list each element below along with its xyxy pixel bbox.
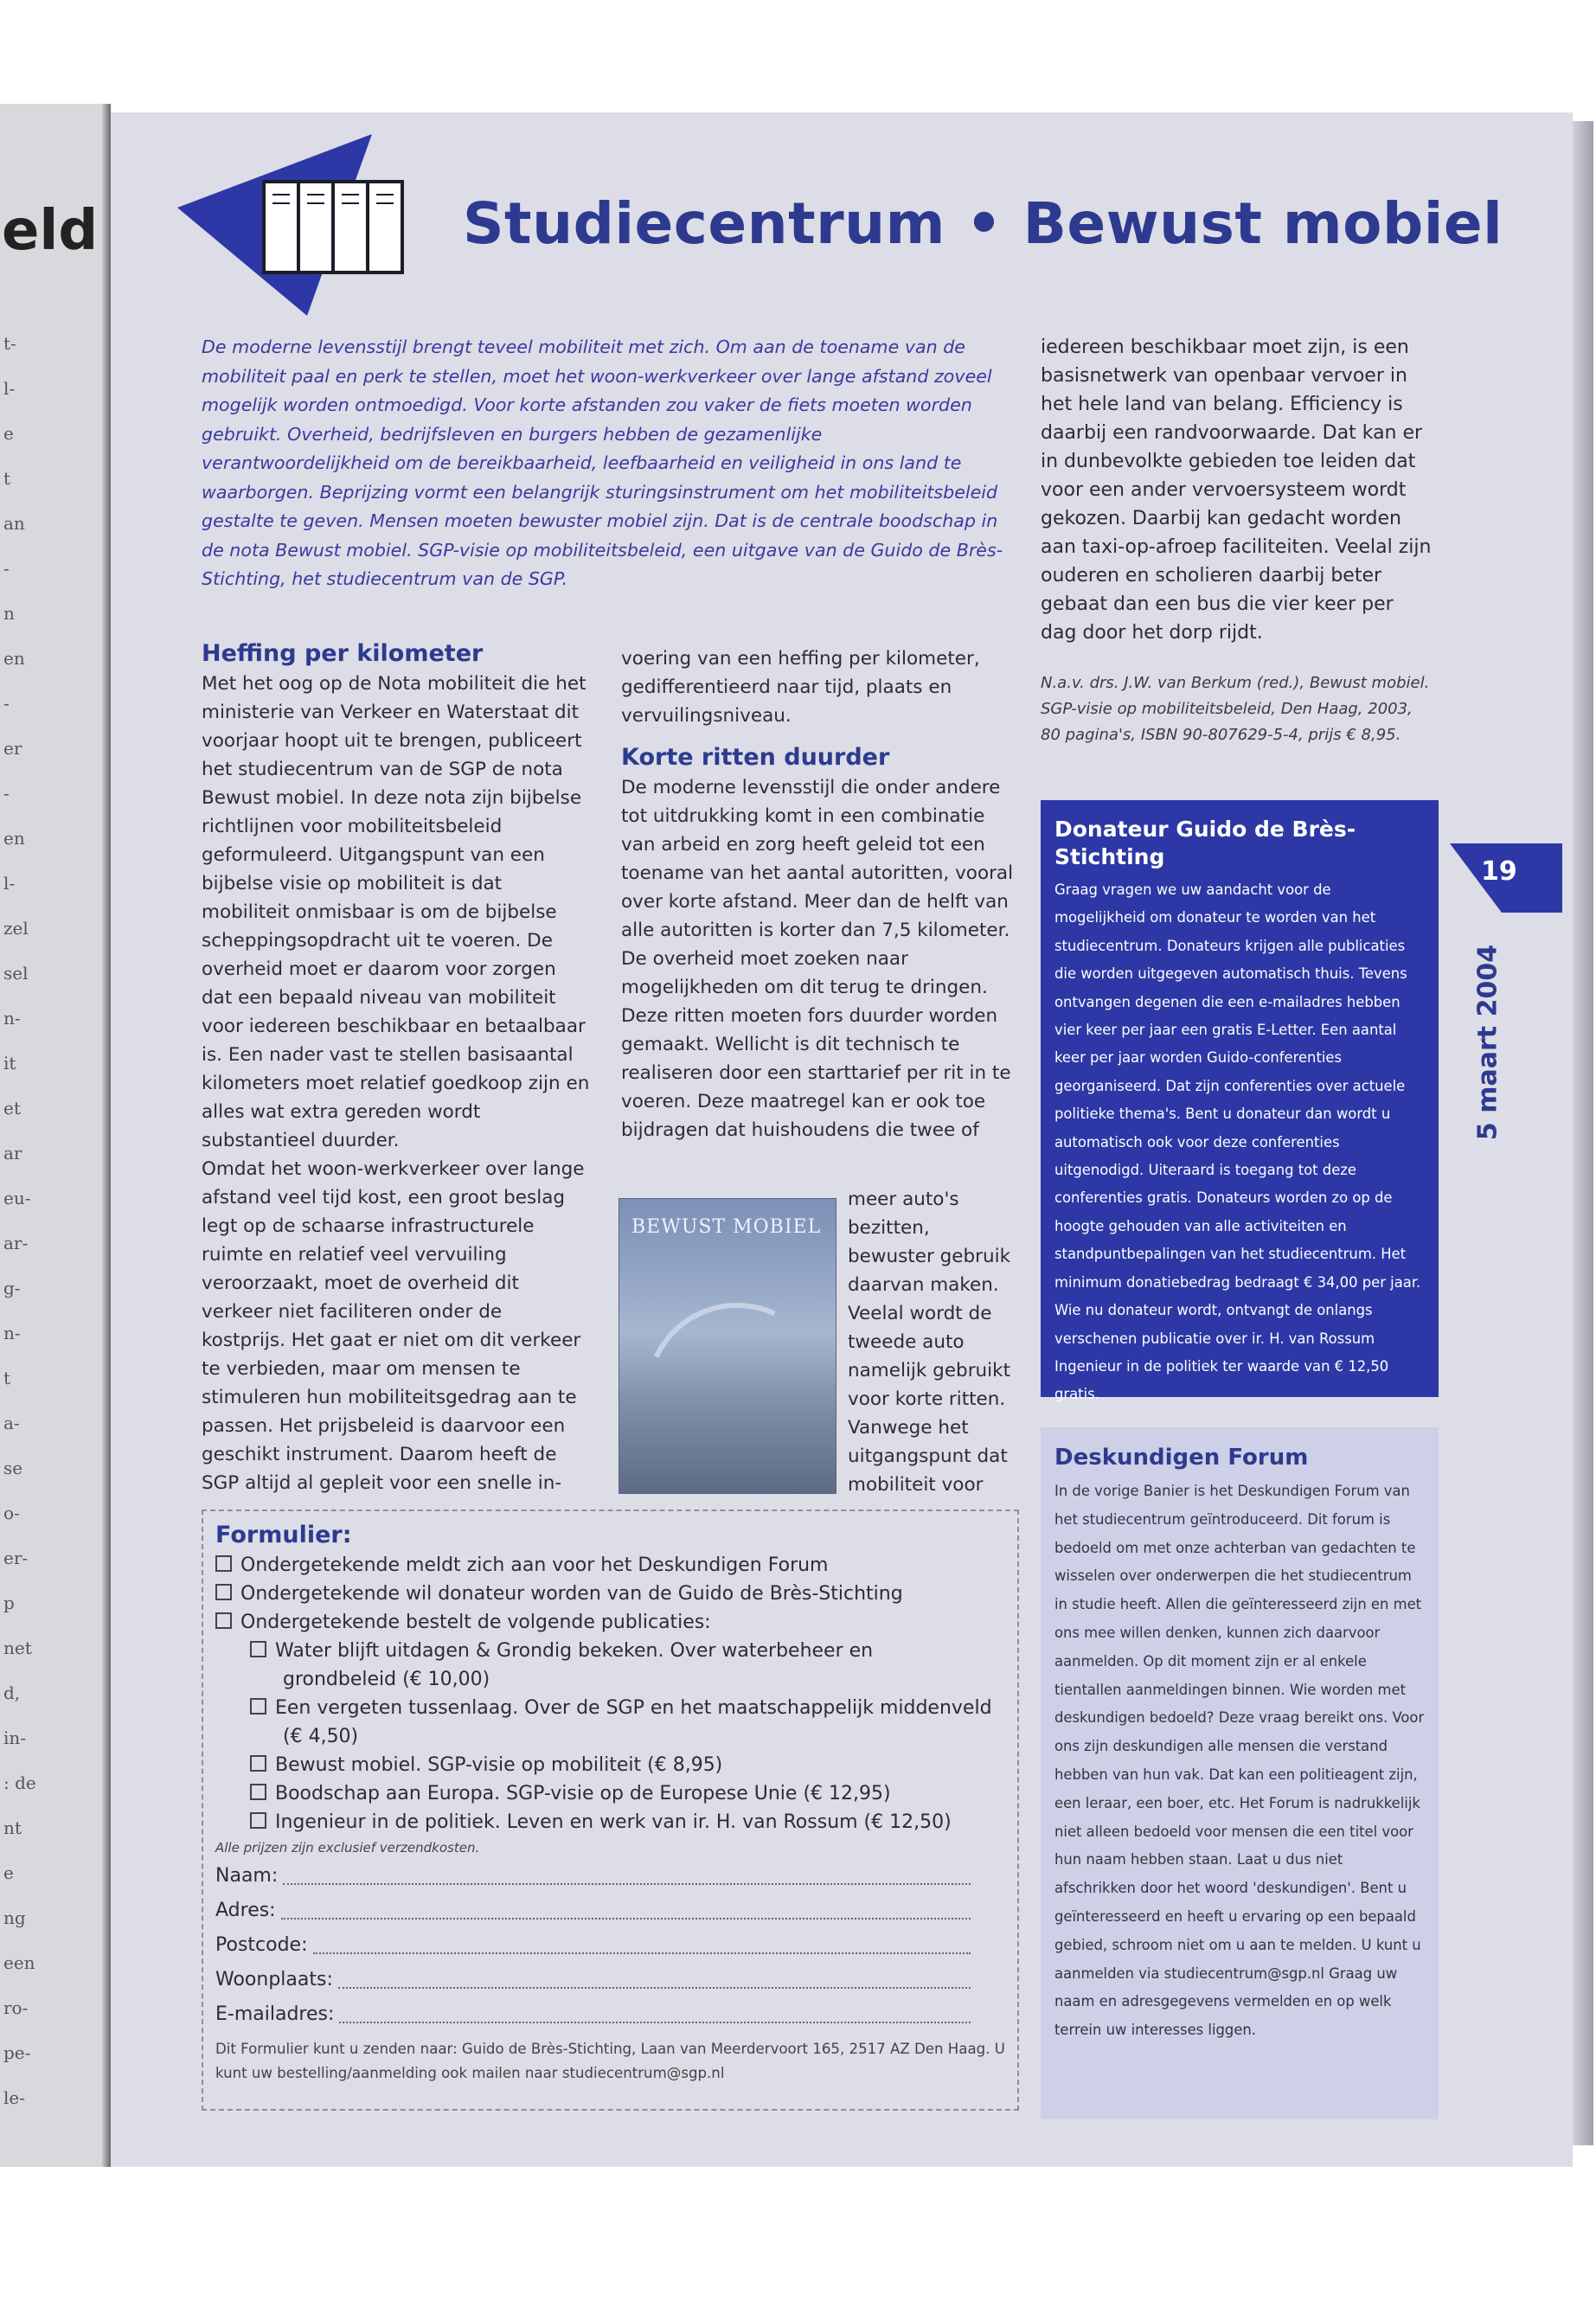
section-heading-korte-ritten: Korte ritten duurder xyxy=(621,744,890,771)
checkbox[interactable] xyxy=(250,1784,266,1800)
left-fragment: t- xyxy=(3,333,16,354)
left-fragment: n- xyxy=(3,1323,21,1343)
form-option[interactable]: Ondergetekende meldt zich aan voor het Deskundigen Forum xyxy=(215,1551,1005,1580)
page-title: Studiecentrum • Bewust mobiel xyxy=(463,190,1503,257)
section-heading-heffing: Heffing per kilometer xyxy=(202,640,484,667)
section-text-korte-ritten: De moderne levensstijl die onder andere tot uitdrukking komt in een combinatie van arbeid en zorg heeft geleid tot een toename van het aantal autoritten, vooral over korte afstand. Meer dan de helft van alle autoritten is korter dan 7,5 kilometer. De overheid moet zoeken naar mogelijkheden om dit terug te dringen. Deze ritten moeten fors duurder worden gemaakt. Wellicht is dit technisch te realiseren door een starttarief per rit in te voeren. Deze maatregel kan er ook toe bijdragen dat huishoudens die twee of xyxy=(621,777,1014,1141)
intro-paragraph: De moderne levensstijl brengt teveel mobiliteit met zich. Om aan de toename van de mobiliteit paal en perk te stellen, moet het woon-werkverkeer over lange afstand zoveel mogelijk worden ontmoedigd. Voor korte afstanden zou vaker de fiets moeten worden gebruikt. Overheid, bedrijfsleven en burgers hebben de gezamenlijke verantwoordelijkheid om de bereikbaarheid, leefbaarheid en veiligheid in ons land te waarborgen. Beprijzing vormt een belangrijk sturingsinstrument om het mobiliteitsbeleid gestalte te geven. Mensen moeten bewuster mobiel zijn. Dat is de centrale boodschap in de nota Bewust mobiel. SGP-visie op mobiliteitsbeleid, een uitgave van de Guido de Brès-Stichting, het studiecentrum van de SGP. xyxy=(202,336,1003,589)
left-fragment: a- xyxy=(3,1413,20,1433)
form-field-adres[interactable]: Adres: xyxy=(215,1894,1005,1928)
left-fragment: nt xyxy=(3,1817,22,1838)
input-line[interactable] xyxy=(283,1859,971,1885)
forum-box xyxy=(1041,1427,1439,2119)
issue-date xyxy=(1462,944,1514,1141)
price-note: Alle prijzen zijn exclusief verzendkosten. xyxy=(215,1840,480,1856)
section-text-heffing: Met het oog op de Nota mobiliteit die het ministerie van Verkeer en Waterstaat dit voorjaar hoopt uit te brengen, publiceert het studiecentrum van de SGP de nota Bewust mobiel. In deze nota zijn bijbelse richtlijnen voor mobiliteitsbeleid geformuleerd. Uitgangspunt van een bijbelse visie op mobiliteit is dat mobiliteit onmisbaar is om de bijbelse scheppingsopdracht uit te voeren. De overheid moet er daarom voor zorgen dat een bepaald niveau van mobiliteit voor iedereen beschikbaar en betaalbaar is. Een nader vast te stellen basisaantal kilometers moet relatief goedkoop zijn en alles wat extra gereden wordt substantieel duurder. xyxy=(202,673,590,1151)
books-icon xyxy=(177,134,428,320)
checkbox[interactable] xyxy=(250,1641,266,1657)
left-fragment: an xyxy=(3,513,25,534)
input-line[interactable] xyxy=(313,1928,971,1954)
left-fragment: - xyxy=(3,558,10,579)
publication-option[interactable]: Bewust mobiel. SGP-visie op mobiliteit (€ 8,95) xyxy=(215,1751,1005,1779)
left-fragment: ro- xyxy=(3,1997,29,2018)
col2-continuation: voering van een heffing per kilometer, gedifferentieerd naar tijd, plaats en vervuilingsniveau. xyxy=(621,648,980,727)
left-fragment: en xyxy=(3,648,25,669)
left-fragment: le- xyxy=(3,2087,25,2108)
form-option[interactable]: Ondergetekende wil donateur worden van de Guido de Brès-Stichting xyxy=(215,1580,1005,1608)
left-fragment: eu- xyxy=(3,1188,31,1208)
form-option[interactable]: Ondergetekende bestelt de volgende publicaties: xyxy=(215,1608,1005,1637)
left-fragment: ng xyxy=(3,1907,26,1928)
left-fragment: l- xyxy=(3,378,16,399)
article-column-1 xyxy=(202,638,591,1497)
left-fragment: pe- xyxy=(3,2042,31,2063)
left-fragment: ar xyxy=(3,1143,22,1163)
left-fragment: een xyxy=(3,1952,35,1973)
section-text-wrap: meer auto's bezitten, bewuster gebruik daarvan maken. Veelal wordt de tweede auto namelijk gebruikt voor korte ritten. Vanwege het uitgangspunt dat mobiliteit voor xyxy=(848,1189,1011,1496)
left-fragment: sel xyxy=(3,963,29,984)
form-field-email[interactable]: E-mailadres: xyxy=(215,1997,1005,2032)
left-fragment: se xyxy=(3,1458,23,1478)
publication-option-cont: grondbeleid (€ 10,00) xyxy=(283,1669,490,1690)
checkbox[interactable] xyxy=(215,1584,232,1600)
left-fragment: t xyxy=(3,468,11,489)
section-text-heffing-2: Omdat het woon-werkverkeer over lange afstand veel tijd kost, een groot beslag legt op de schaarse infrastructurele ruimte en relatief veel vervuiling veroorzaakt, moet de overheid dit verkeer niet faciliteren onder de kostprijs. Het gaat er niet om dit verkeer te verbieden, maar om mensen te stimuleren hun mobiliteitsgedrag aan te passen. Het prijsbeleid is daarvoor een geschikt instrument. Daarom heeft de SGP altijd al gepleit voor een snelle in- xyxy=(202,1158,585,1494)
left-fragment: er xyxy=(3,738,22,759)
checkbox[interactable] xyxy=(215,1612,232,1629)
article-column-2 xyxy=(621,644,1015,1144)
checkbox[interactable] xyxy=(250,1698,266,1715)
book-cover-image xyxy=(619,1198,836,1494)
forum-heading: Deskundigen Forum xyxy=(1054,1445,1309,1471)
left-fragment: p xyxy=(3,1593,15,1613)
checkbox[interactable] xyxy=(250,1812,266,1829)
publication-option-cont: (€ 4,50) xyxy=(283,1726,359,1747)
page-number: 19 xyxy=(1481,856,1517,887)
left-page-edge xyxy=(0,104,111,2167)
form-footer: Dit Formulier kunt u zenden naar: Guido de Brès-Stichting, Laan van Meerdervoort 165, 2517 AZ Den Haag. U kunt uw bestelling/aanmelding ook mailen naar studiecentrum@sgp.nl xyxy=(215,2041,1005,2081)
publication-option[interactable]: Water blijft uitdagen & Grondig bekeken. Over waterbeheer en xyxy=(215,1637,1005,1665)
order-form xyxy=(202,1509,1019,2111)
page-gutter xyxy=(102,104,111,2167)
form-field-naam[interactable]: Naam: xyxy=(215,1859,1005,1894)
form-heading: Formulier: xyxy=(215,1522,352,1548)
left-fragment: d, xyxy=(3,1682,21,1703)
forum-text: In de vorige Banier is het Deskundigen Forum van het studiecentrum geïntroduceerd. Dit forum is bedoeld om met onze achterban van gedachten te wisselen over onderwerpen die het studiecentrum in studie heeft. Allen die geïnteresseerd zijn en met ons mee willen denken, kunnen zich daarvoor aanmelden. Op dit moment zijn er al enkele tientallen aanmeldingen binnen. Wie worden met deskundigen bedoeld? Deze vraag bereikt ons. Voor ons zijn deskundigen alle mensen die verstand hebben van hun vak. Dat kan een politieagent zijn, een leraar, een boer, etc. Het Forum is nadrukkelijk niet alleen bedoeld voor mensen die een titel voor hun naam hebben staan. Laat u dus niet afschrikken door het woord 'deskundigen'. Bent u geïnteresseerd en heeft u ervaring op een bepaald gebied, schroom niet om u aan te melden. U kunt u aanmelden via studiecentrum@sgp.nl Graag uw naam en adresgegevens vermelden en op welk terrein uw interesses liggen. xyxy=(1054,1483,1425,2039)
input-line[interactable] xyxy=(338,1963,971,1989)
page-edge xyxy=(1573,121,1593,2145)
left-fragment: in- xyxy=(3,1727,27,1748)
donor-text: Graag vragen we uw aandacht voor de mogelijkheid om donateur te worden van het studiecentrum. Donateurs krijgen alle publicaties die worden uitgegeven automatisch thuis. Tevens ontvangen degenen die een e-mailadres hebben vier keer per jaar een gratis E-Letter. Een aantal keer per jaar worden Guido-conferenties georganiseerd. Dat zijn conferenties over actuele politieke thema's. Bent u donateur dan wordt u automatisch ook voor deze conferenties uitgenodigd. Uiteraard is toegang tot deze conferenties gratis. Donateurs worden zo op de hoogte gehouden van alle activiteiten en standpuntbepalingen van het studiecentrum. Het minimum donatiebedrag bedraagt € 34,00 per jaar. Wie nu donateur wordt, ontvangt de onlangs verschenen publicatie over ir. H. van Rossum Ingenieur in de politiek ter waarde van € 12,50 gratis. xyxy=(1054,881,1421,1403)
form-field-postcode[interactable]: Postcode: xyxy=(215,1928,1005,1963)
left-fragment: - xyxy=(3,783,10,804)
left-fragment: l- xyxy=(3,873,16,894)
publication-option[interactable]: Een vergeten tussenlaag. Over de SGP en het maatschappelijk middenveld xyxy=(215,1694,1005,1722)
article-column-3: iedereen beschikbaar moet zijn, is een basisnetwerk van openbaar vervoer in het hele land van belang. Efficiency is daarbij een randvoorwaarde. Dat kan er in dunbevolkte gebieden toe leiden dat voor een ander vervoersysteem wordt gekozen. Daarbij kan gedacht worden aan taxi-op-afroep faciliteiten. Veelal zijn ouderen en scholieren daarbij beter gebaat dan een bus die vier keer per dag door het dorp rijdt. xyxy=(1041,336,1432,644)
input-line[interactable] xyxy=(281,1894,971,1920)
left-fragment: it xyxy=(3,1053,16,1074)
donor-heading: Donateur Guido de Brès-Stichting xyxy=(1054,817,1356,869)
publication-option[interactable]: Boodschap aan Europa. SGP-visie op de Europese Unie (€ 12,95) xyxy=(215,1779,1005,1808)
left-fragment: n- xyxy=(3,1008,21,1029)
left-title-fragment: eld xyxy=(2,199,99,263)
left-fragment: net xyxy=(3,1638,32,1658)
issue-date-text: 5 maart 2004 xyxy=(1472,944,1503,1141)
left-fragment: o- xyxy=(3,1503,20,1523)
left-fragment: n xyxy=(3,603,15,624)
left-fragment: e xyxy=(3,1862,14,1883)
book-cover-title: BEWUST MOBIEL xyxy=(631,1216,822,1238)
left-fragment: - xyxy=(3,693,10,714)
left-fragment: g- xyxy=(3,1278,21,1298)
publication-option[interactable]: Ingenieur in de politiek. Leven en werk van ir. H. van Rossum (€ 12,50) xyxy=(215,1808,1005,1836)
left-fragment: ar- xyxy=(3,1233,29,1253)
left-fragment: e xyxy=(3,423,14,444)
input-line[interactable] xyxy=(339,1997,971,2023)
checkbox[interactable] xyxy=(215,1555,232,1572)
left-fragment: er- xyxy=(3,1548,29,1568)
book-cover-road xyxy=(619,1277,855,1512)
left-fragment: t xyxy=(3,1368,11,1388)
donor-box xyxy=(1041,800,1439,1403)
left-fragment: et xyxy=(3,1098,21,1118)
form-field-woonplaats[interactable]: Woonplaats: xyxy=(215,1963,1005,1997)
book-reference: N.a.v. drs. J.W. van Berkum (red.), Bewust mobiel. SGP-visie op mobiliteitsbeleid, Den Haag, 2003, 80 pagina's, ISBN 90-807629-5-4, prijs € 8,95. xyxy=(1041,674,1430,744)
left-fragment: zel xyxy=(3,918,29,939)
checkbox[interactable] xyxy=(250,1755,266,1772)
left-fragment: : de xyxy=(3,1772,36,1793)
left-fragment: en xyxy=(3,828,25,849)
